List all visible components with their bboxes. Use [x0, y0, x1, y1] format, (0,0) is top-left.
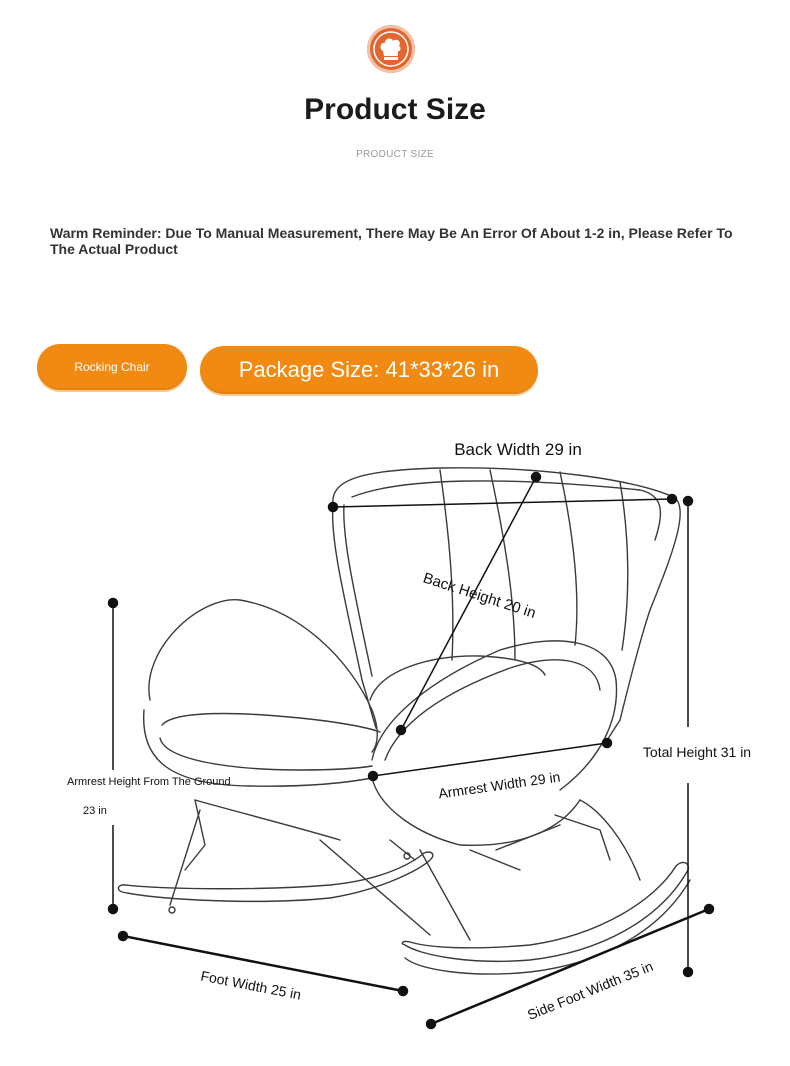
armrest-width-label: Armrest Width 29 in: [437, 768, 562, 802]
back-height-dot-top: [532, 473, 541, 482]
armrest-width-dot-left: [369, 772, 378, 781]
side-foot-width-dot-left: [427, 1020, 436, 1029]
page-subtitle: PRODUCT SIZE: [356, 149, 434, 160]
back-width-dot-left: [329, 503, 338, 512]
foot-width-dot-right: [399, 987, 408, 996]
total-height-dot-top: [684, 497, 693, 506]
foot-width-label: Foot Width 25 in: [199, 967, 303, 1003]
side-foot-width-label: Side Foot Width 35 in: [525, 957, 656, 1023]
armrest-width-dot-right: [603, 739, 612, 748]
dimension-labels: [67, 440, 751, 1023]
package-size-label: Package Size: 41*33*26 in: [238, 357, 500, 382]
back-width-line: [333, 499, 672, 507]
side-foot-width-dot-right: [705, 905, 714, 914]
back-height-dot-bottom: [397, 726, 406, 735]
total-height-label: Total Height 31 in: [642, 744, 752, 760]
armrest-height-dot-bottom: [109, 905, 118, 914]
dimension-lines: [109, 473, 714, 1029]
foot-width-dot-left: [119, 932, 128, 941]
total-height-dot-bottom: [684, 968, 693, 977]
rocking-chair-drawing: [118, 468, 690, 974]
armrest-width-line: [373, 743, 607, 776]
page-title: Product Size: [304, 93, 486, 126]
armrest-height-label: Armrest Height From The Ground: [67, 776, 231, 788]
back-width-dot-right: [668, 495, 677, 504]
back-width-label: Back Width 29 in: [454, 440, 582, 459]
product-tag-label: Rocking Chair: [74, 360, 150, 374]
back-height-label: Back Height 20 in: [420, 569, 538, 622]
armrest-height-dot-top: [109, 599, 118, 608]
measurement-reminder: Warm Reminder: Due To Manual Measurement, There May Be An Error Of About 1-2 in, Please Refer To The Actual Product: [50, 225, 733, 257]
armrest-height-value: 23 in: [83, 805, 107, 817]
